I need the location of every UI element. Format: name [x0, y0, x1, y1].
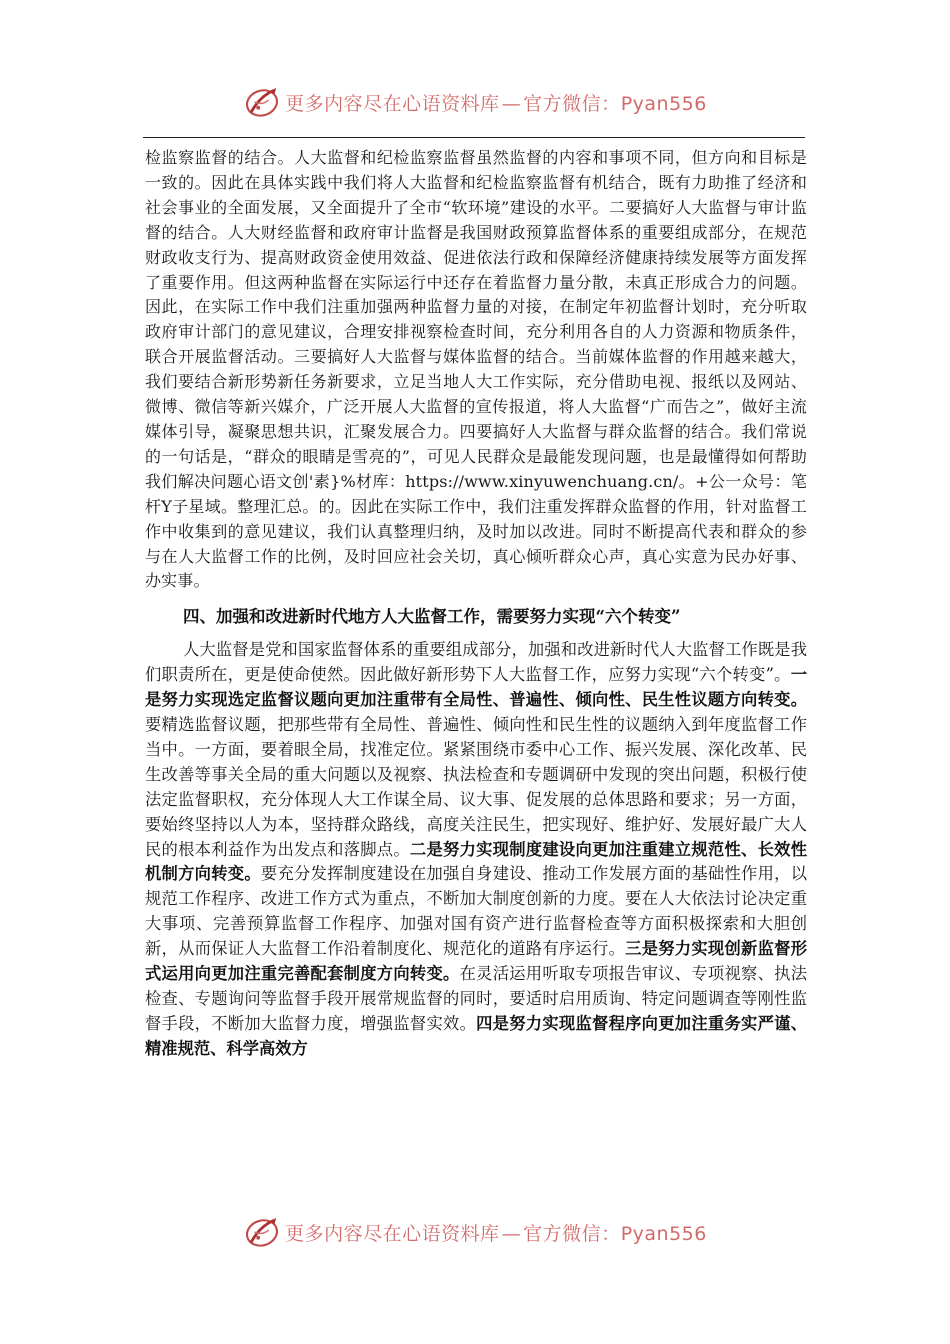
point-four-title: 四是努力实现监督程序向更加注重务实严谨、精准规范、科学高效方: [145, 1013, 807, 1058]
banner-brand: 更多内容尽在心语资料库: [285, 1222, 500, 1245]
footer-banner: [0, 1208, 950, 1256]
paragraph-intro: 人大监督是党和国家监督体系的重要组成部分，加强和改进新时代人大监督工作既是我们职责所在，更是使命使然。因此做好新形势下人大监督工作，应努力实现“六个转变”。: [145, 640, 807, 685]
banner-wechat-id: Pyan556: [620, 92, 707, 115]
banner-wechat-label: 官方微信：: [523, 1222, 621, 1245]
point-one-title: 一是努力实现选定监督议题向更加注重带有全局性、普遍性、倾向性、民生性议题方向转变。: [145, 665, 807, 710]
paragraph-six-changes: [145, 638, 807, 1061]
banner-text: [285, 89, 707, 116]
banner-text: [285, 1219, 707, 1246]
paragraph-continuation: 检监察监督的结合。人大监督和纪检监察监督虽然监督的内容和事项不同，但方向和目标是一致的。因此在具体实践中我们将人大监督和纪检监察监督有机结合，既有力助推了经济和社会事业的全面发展，又全面提升了全市“软环境”建设的水平。二要搞好人大监督与审计监督的结合。人大财经监督和政府审计监督是我国财政预算监督体系的重要组成部分，在规范财政收支行为、提高财政资金使用效益、促进依法行政和保障经济健康持续发展等方面发挥了重要作用。但这两种监督在实际运行中还存在着监督力量分散，未真正形成合力的问题。因此，在实际工作中我们注重加强两种监督力量的对接，在制定年初监督计划时，充分听取政府审计部门的意见建议，合理安排视察检查时间，充分利用各自的人力资源和物质条件，联合开展监督活动。三要搞好人大监督与媒体监督的结合。当前媒体监督的作用越来越大，我们要结合新形势新任务新要求，立足当地人大工作实际，充分借助电视、报纸以及网站、微博、微信等新兴媒介，广泛开展人大监督的宣传报道，将人大监督“广而告之”，做好主流媒体引导，凝聚思想共识，汇聚发展合力。四要搞好人大监督与群众监督的结合。我们常说的一句话是，“群众的眼睛是雪亮的”，可见人民群众是最能发现问题，也是最懂得如何帮助我们解决问题心语文创'素}%材库：https://www.xinyuwenchuang.cn/。+公一众号：笔杆Y子星域。整理汇总。的。因此在实际工作中，我们注重发挥群众监督的作用，针对监督工作中收集到的意见建议，我们认真整理归纳，及时加以改进。同时不断提高代表和群众的参与在人大监督工作的比例，及时回应社会关切，真心倾听群众心声，真心实意为民办好事、办实事。: [145, 148, 807, 591]
point-two-text: 要充分发挥制度建设在加强自身建设、推动工作发展方面的基础性作用，以规范工作程序、改进工作方式为重点，不断加大制度创新的力度。要在人大依法讨论决定重大事项、完善预算监督工作程序、加强对国有资产进行监督检查等方面积极探索和大胆创新，从而保证人大监督工作沿着制度化、规范化的道路有序运行。: [145, 864, 807, 959]
point-one-text: 要精选监督议题，把那些带有全局性、普遍性、倾向性和民生性的议题纳入到年度监督工作当中。一方面，要着眼全局，找准定位。紧紧围绕市委中心工作、振兴发展、深化改革、民生改善等事关全局的重大问题以及视察、执法检查和专题调研中发现的突出问题，积极行使法定监督职权，充分体现人大工作谋全局、议大事、促发展的总体思路和要求；另一方面，要始终坚持以人为本，坚持群众路线，高度关注民生，把实现好、维护好、发展好最广大人民的根本利益作为出发点和落脚点。: [145, 715, 807, 859]
header-rule: [143, 137, 805, 138]
header-banner: [0, 78, 950, 126]
banner-separator: —: [501, 92, 522, 115]
section-heading: 四、加强和改进新时代地方人大监督工作，需要努力实现“六个转变”: [183, 607, 681, 627]
banner-wechat-label: 官方微信：: [523, 92, 621, 115]
point-two-title: 二是努力实现制度建设向更加注重建立规范性、长效性机制方向转变。: [145, 839, 807, 884]
brand-logo-icon: [243, 1213, 281, 1251]
point-three-title: 三是努力实现创新监督形式运用向更加注重完善配套制度方向转变。: [145, 939, 807, 984]
brand-logo-icon: [243, 83, 281, 121]
point-three-text: 在灵活运用听取专项报告审议、专项视察、执法检查、专题询问等监督手段开展常规监督的同时，要适时启用质询、特定问题调查等刚性监督手段，不断加大监督力度，增强监督实效。: [145, 964, 807, 1033]
banner-brand: 更多内容尽在心语资料库: [285, 92, 500, 115]
document-body: [145, 146, 807, 1062]
banner-separator: —: [501, 1222, 522, 1245]
banner-wechat-id: Pyan556: [620, 1222, 707, 1245]
